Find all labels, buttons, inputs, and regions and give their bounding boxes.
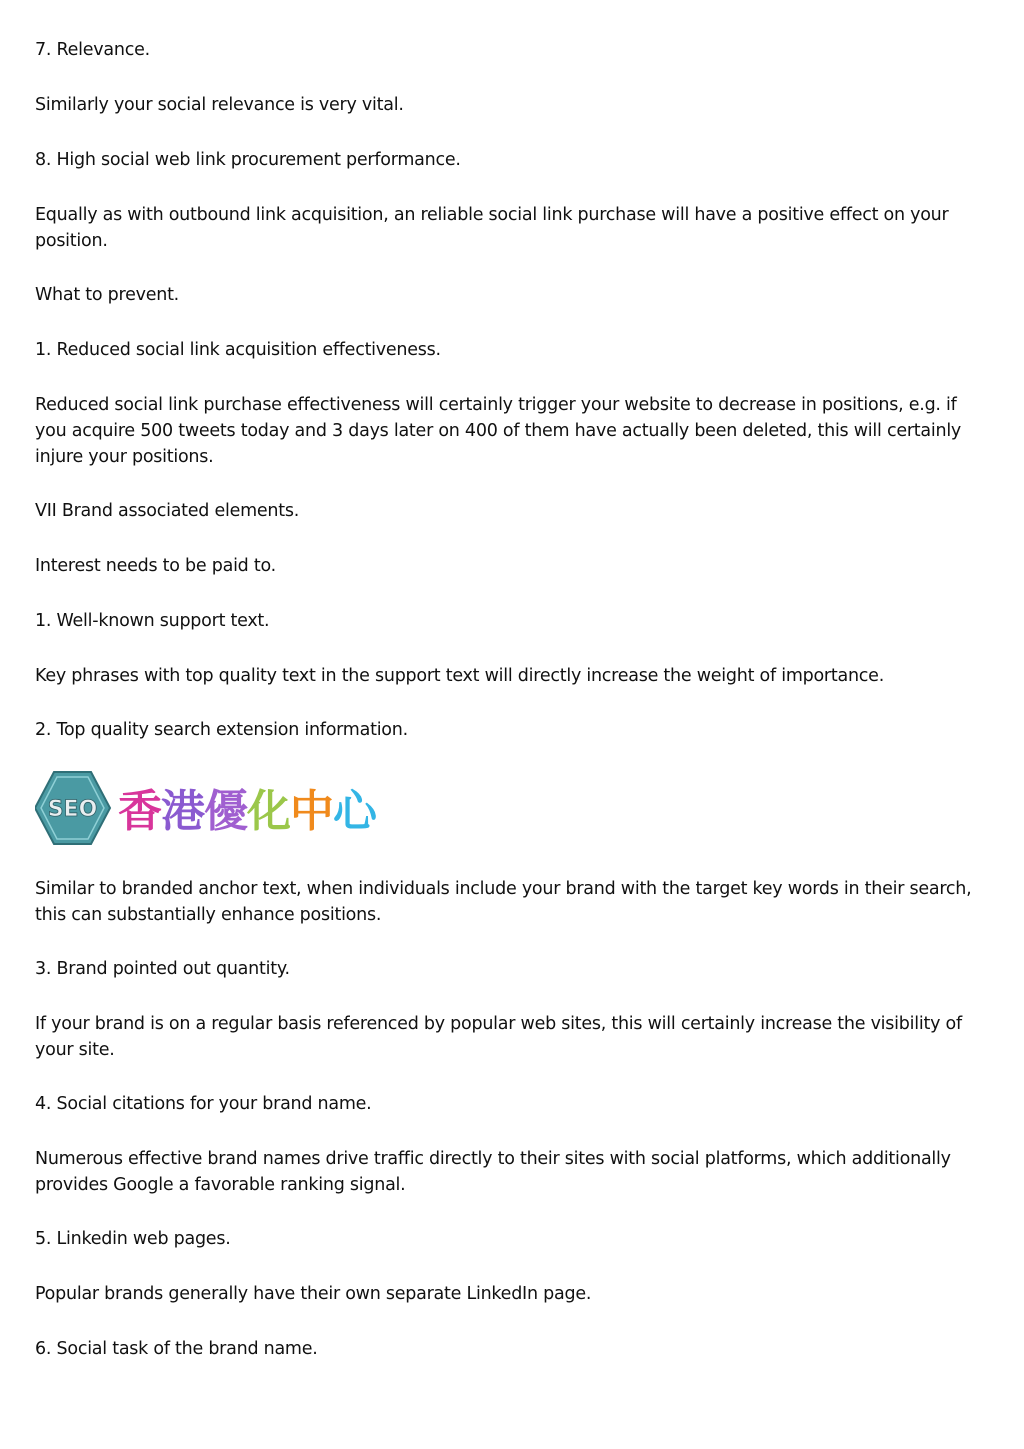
logo-char-6: 心 [333, 786, 377, 837]
paragraph: Popular brands generally have their own separate LinkedIn page. [35, 1284, 592, 1304]
logo-char-2: 港 [161, 786, 205, 837]
paragraph: Reduced social link purchase effectiveness will certainly trigger your website to decrease in positions, e.g. if you acquire 500 tweets today and 3 days later on 400 of them have actually been deleted, this will certainly injure your positions. [35, 395, 962, 467]
heading-brand-elements: VII Brand associated elements. [35, 501, 300, 521]
heading-social-link-performance: 8. High social web link procurement performance. [35, 150, 461, 170]
logo-char-4: 化 [247, 786, 291, 837]
paragraph: Similar to branded anchor text, when individuals include your brand with the target key words in their search, this can substantially enhance positions. [35, 879, 972, 925]
logo-char-1: 香 [118, 786, 162, 837]
paragraph: Similarly your social relevance is very vital. [35, 95, 404, 115]
paragraph: Equally as with outbound link acquisition, an reliable social link purchase will have a positive effect on your position. [35, 205, 949, 251]
heading-support-text: 1. Well-known support text. [35, 611, 270, 631]
heading-brand-quantity: 3. Brand pointed out quantity. [35, 959, 290, 979]
heading-relevance: 7. Relevance. [35, 40, 150, 60]
paragraph: Interest needs to be paid to. [35, 556, 276, 576]
heading-linkedin-pages: 5. Linkedin web pages. [35, 1229, 231, 1249]
heading-social-task: 6. Social task of the brand name. [35, 1339, 318, 1359]
paragraph: If your brand is on a regular basis referenced by popular web sites, this will certainly increase the visibility of your site. [35, 1014, 962, 1060]
logo-badge-text: SEO [47, 797, 98, 822]
seo-logo-image [35, 770, 380, 846]
paragraph: Numerous effective brand names drive traffic directly to their sites with social platforms, which additionally provides Google a favorable ranking signal. [35, 1149, 951, 1195]
heading-social-citations: 4. Social citations for your brand name. [35, 1094, 372, 1114]
heading-search-extension: 2. Top quality search extension information. [35, 720, 408, 740]
paragraph: Key phrases with top quality text in the support text will directly increase the weight of importance. [35, 666, 885, 686]
heading-reduced-link-acquisition: 1. Reduced social link acquisition effectiveness. [35, 340, 441, 360]
logo-char-5: 中 [290, 786, 334, 837]
logo-char-3: 優 [204, 786, 248, 837]
heading-what-to-prevent: What to prevent. [35, 285, 179, 305]
